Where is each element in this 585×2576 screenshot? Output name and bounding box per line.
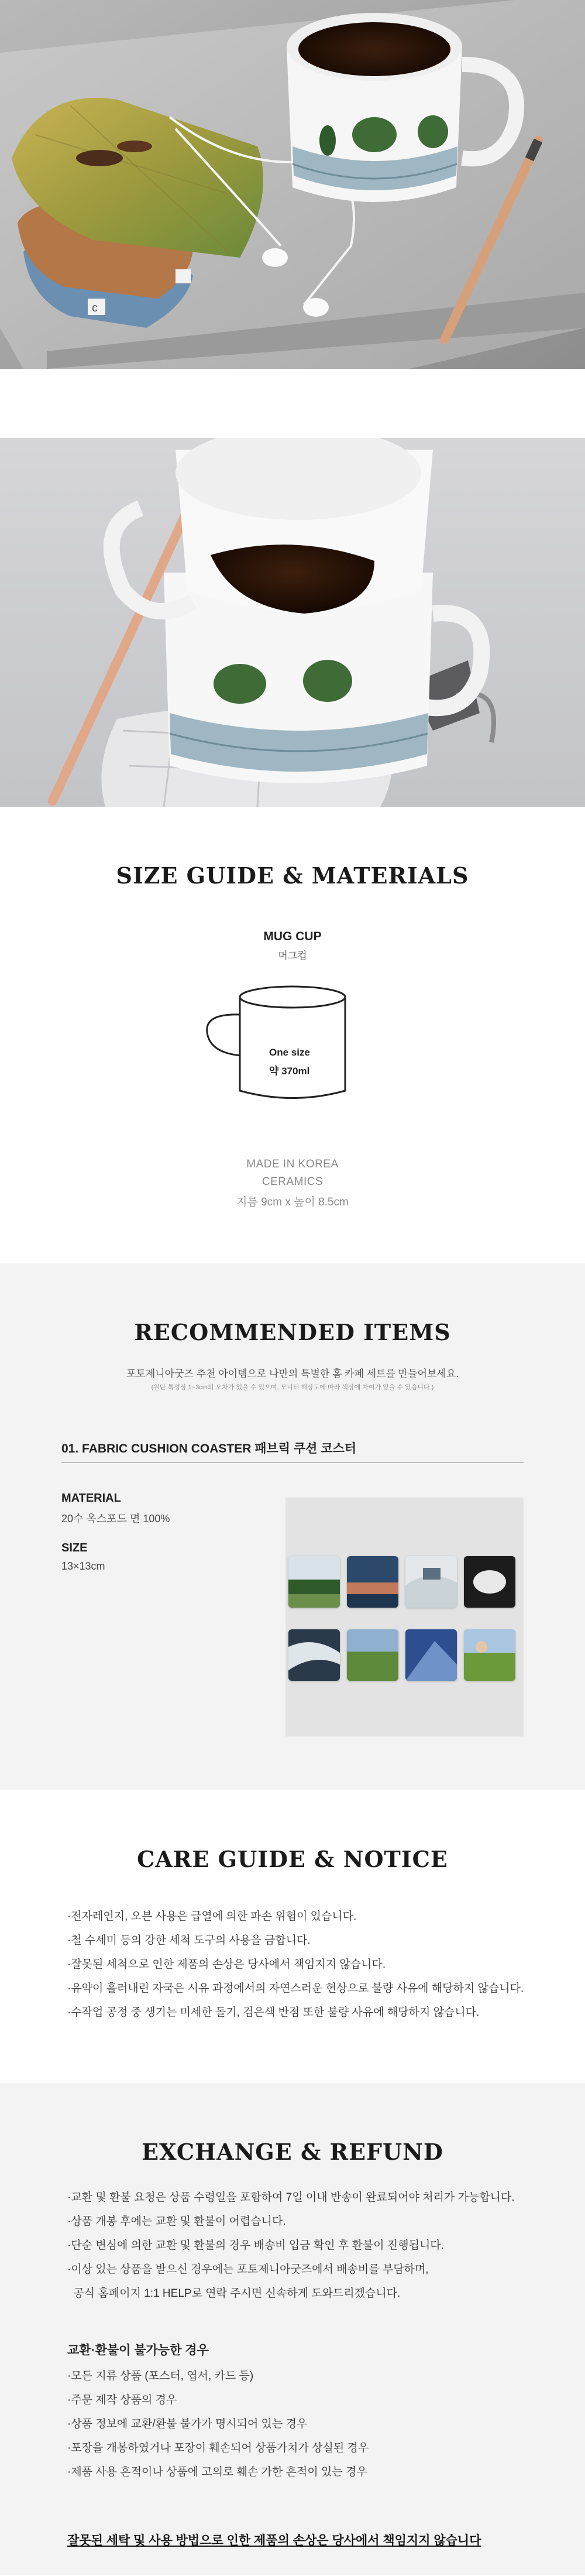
item-title: 01. FABRIC CUSHION COASTER 패브릭 쿠션 코스터 [61,1442,357,1455]
material: CERAMICS [261,1176,324,1188]
product-photo-1 [0,0,585,369]
coaster-swatch-forest [288,1556,340,1608]
list-item: ·잘못된 세척으로 인한 제품의 손상은 당사에서 책임지지 않습니다. [67,1958,386,1971]
material-value: 20수 옥스포드 면 100% [61,1513,170,1525]
section-title: SIZE GUIDE & MATERIALS [116,862,469,889]
list-item: ·철 수세미 등의 강한 세척 도구의 사용을 금합니다. [67,1934,311,1947]
list-item: ·상품 개봉 후에는 교환 및 환불이 어렵습니다. [67,2215,286,2228]
product-name-kr: 머그컵 [278,950,307,961]
svg-text:c: c [92,302,98,314]
list-item: ·제품 사용 흔적이나 상품에 고의로 훼손 가한 흔적이 있는 경우 [67,2466,367,2478]
made-in: MADE IN KOREA [246,1158,339,1170]
care-section [0,1790,585,2083]
coaster-swatch-meadow [464,1629,515,1681]
size-label: SIZE [61,1542,88,1554]
coaster-swatch-blue [405,1629,457,1681]
section-title: CARE GUIDE & NOTICE [137,1846,448,1872]
list-item: ·포장을 개봉하였거나 포장이 훼손되어 상품가치가 상실된 경우 [67,2442,369,2454]
unavailable-list [67,2364,369,2484]
list-item: ·상품 정보에 교환/환불 불가가 명시되어 있는 경우 [67,2418,308,2430]
coaster-swatch-waves [288,1629,340,1681]
section-title: EXCHANGE & REFUND [142,2139,443,2165]
coaster-swatch-dusk [347,1556,398,1608]
coaster-swatch-field [347,1629,398,1681]
list-item: ·주문 제작 상품의 경우 [67,2394,177,2406]
exchange-list [67,2186,515,2306]
coaster-swatch-mono [464,1556,515,1608]
list-item: 공식 홈페이지 1:1 HELP로 연락 주시면 신속하게 도와드리겠습니다. [67,2287,401,2300]
list-item: ·모든 지류 상품 (포스터, 엽서, 카드 등) [67,2370,254,2382]
recommended-note: (원단 특성상 1~3cm의 오차가 있을 수 있으며, 모니터 해상도에 따라 색상에 차이가 있을 수 있습니다.) [151,1384,434,1391]
dimensions: 지름 9cm x 높이 8.5cm [236,1196,349,1208]
product-name: MUG CUP [263,930,322,943]
mug-volume: 약 370ml [269,1066,310,1077]
size-guide-section [0,807,585,1263]
divider [61,1462,524,1463]
section-title: RECOMMENDED ITEMS [134,1319,451,1345]
material-label: MATERIAL [61,1492,121,1505]
mug-outline-icon [199,974,374,1108]
spacer [0,369,585,438]
exchange-section [0,2083,585,2575]
coaster-swatches [285,1498,524,1736]
product-photo-2 [0,438,585,807]
size-value: 13×13cm [61,1560,105,1572]
recommended-section [0,1263,585,1790]
list-item: ·단순 변심에 의한 교환 및 환불의 경우 배송비 입금 확인 후 환불이 진행됩니다. [67,2239,444,2252]
care-list [67,1904,524,2025]
unavailable-title: 교환·환불이 불가능한 경우 [67,2344,209,2357]
coaster-swatch-snow [405,1556,457,1608]
list-item: ·교환 및 환불 요청은 상품 수령일을 포함하여 7일 이내 반송이 완료되어야 처리가 가능합니다. [67,2191,515,2204]
recommended-description: 포토제니아굿즈 추천 아이템으로 나만의 특별한 홈 카페 세트를 만들어보세요. [126,1368,459,1379]
list-item: ·이상 있는 상품을 받으신 경우에는 포토제니아굿즈에서 배송비를 부담하며, [67,2263,429,2276]
mug-size: One size [269,1047,310,1058]
list-item: ·수작업 공정 중 생기는 미세한 돌기, 검은색 반점 또한 불량 사유에 해당하지 않습니다. [67,2006,480,2019]
warning-text: 잘못된 세탁 및 사용 방법으로 인한 제품의 손상은 당사에서 책임지지 않습니다 [67,2534,481,2547]
list-item: ·전자레인지, 오븐 사용은 급열에 의한 파손 위험이 있습니다. [67,1910,357,1923]
list-item: ·유약이 흘러내린 자국은 시유 과정에서의 자연스러운 현상으로 불량 사유에 해당하지 않습니다. [67,1982,524,1995]
